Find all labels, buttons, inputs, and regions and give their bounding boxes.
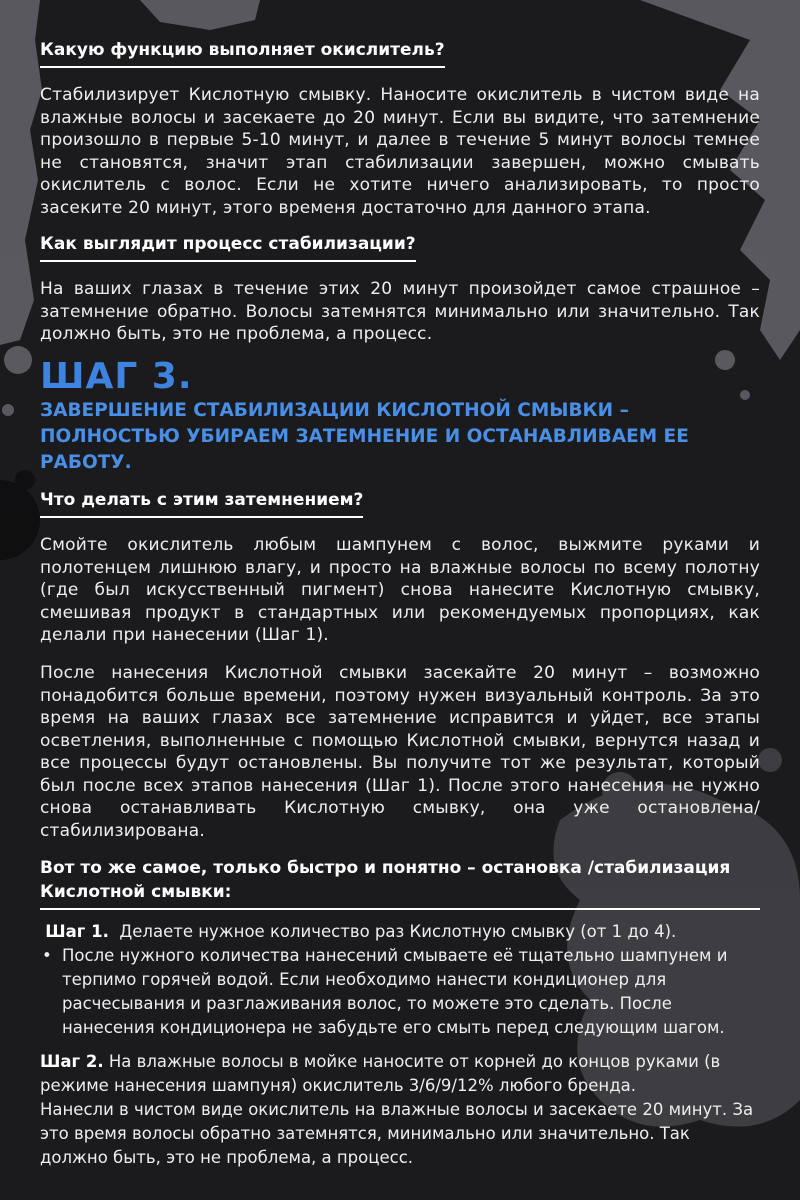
step1-text: Делаете нужное количество раз Кислотную смывку (от 1 до 4). xyxy=(119,922,677,941)
step3-title: ШАГ 3. xyxy=(40,356,193,397)
summary-heading: Вот то же самое, только быстро и понятно – остановка /стабилизация Кислотной смывки: xyxy=(40,856,760,910)
step2-text2: Нанесли в чистом виде окислитель на влажные волосы и засекаете 20 минут. За это время волосы обратно затемнятся, минимально или значительно. Так должно быть, это не проблема, а процесс. xyxy=(40,1100,754,1167)
step2-label: Шаг 2. xyxy=(40,1052,104,1071)
paragraph-darkening-1: Смойте окислитель любым шампунем с волос, выжмите руками и полотенцем лишнюю влагу, и просто на влажные волосы по всему полотну (где был искусственный пигмент) снова нанесите Кислотную смывку, смешивая продукт в стандартных или рекомендуемых пропорциях, как делали при нанесении (Шаг 1). xyxy=(40,535,760,645)
question-heading-stabilization: Как выглядит процесс стабилизации? xyxy=(40,232,416,262)
step1-line xyxy=(40,920,760,944)
paragraph-darkening-2: После нанесения Кислотной смывки засекайте 20 минут – возможно понадобится больше времени, поэтому нужен визуальный контроль. За это время на ваших глазах все затемнение исправится и уйдет, все этапы осветления, выполненные с помощью Кислотной смывки, вернутся назад и все процессы будут остановлены. Вы получите тот же результат, который был после всех этапов нанесения (Шаг 1). После этого нанесения не нужно снова останавливать Кислотную смывку, она уже остановлена/стабилизирована. xyxy=(40,663,760,841)
step2-text: На влажные волосы в мойке наносите от корней до концов руками (в режиме нанесения шампуня) окислитель 3/6/9/12% любого бренда. xyxy=(40,1052,721,1095)
question-heading-darkening: Что делать с этим затемнением? xyxy=(40,488,363,518)
step2-line xyxy=(40,1050,760,1098)
summary-step1 xyxy=(40,920,760,1040)
paragraph-oxidizer: Стабилизирует Кислотную смывку. Наносите окислитель в чистом виде на влажные волосы и засекаете до 20 минут. Если вы видите, что затемнение произошло в первые 5-10 минут, и далее в течение 5 минут волосы темнее не становятся, значит этап стабилизации завершен, можно смывать окислитель с волос. Если не хотите ничего анализировать, то просто засеките 20 минут, этого временя достаточно для данного этапа. xyxy=(40,85,760,218)
summary-step2 xyxy=(40,1050,760,1170)
paragraph-stabilization: На ваших глазах в течение этих 20 минут произойдет самое страшное – затемнение обратно. Волосы затемнятся минимально или значительно. Так должно быть, это не проблема, а процесс. xyxy=(40,279,760,344)
question-heading-oxidizer: Какую функцию выполняет окислитель? xyxy=(40,38,445,68)
step1-bullet: • После нужного количества нанесений смываете её тщательно шампунем и терпимо горячей водой. Если необходимо нанести кондиционер для расчесывания и разглаживания волос, то можете это сделать. После нанесения кондиционера не забудьте его смыть перед следующим шагом. xyxy=(40,944,760,1040)
step1-label: Шаг 1. xyxy=(45,922,109,941)
step3-subtitle: ЗАВЕРШЕНИЕ СТАБИЛИЗАЦИИ КИСЛОТНОЙ СМЫВКИ – ПОЛНОСТЬЮ УБИРАЕМ ЗАТЕМНЕНИЕ И ОСТАНАВЛИВАЕМ ЕЕ РАБОТУ. xyxy=(40,400,689,473)
